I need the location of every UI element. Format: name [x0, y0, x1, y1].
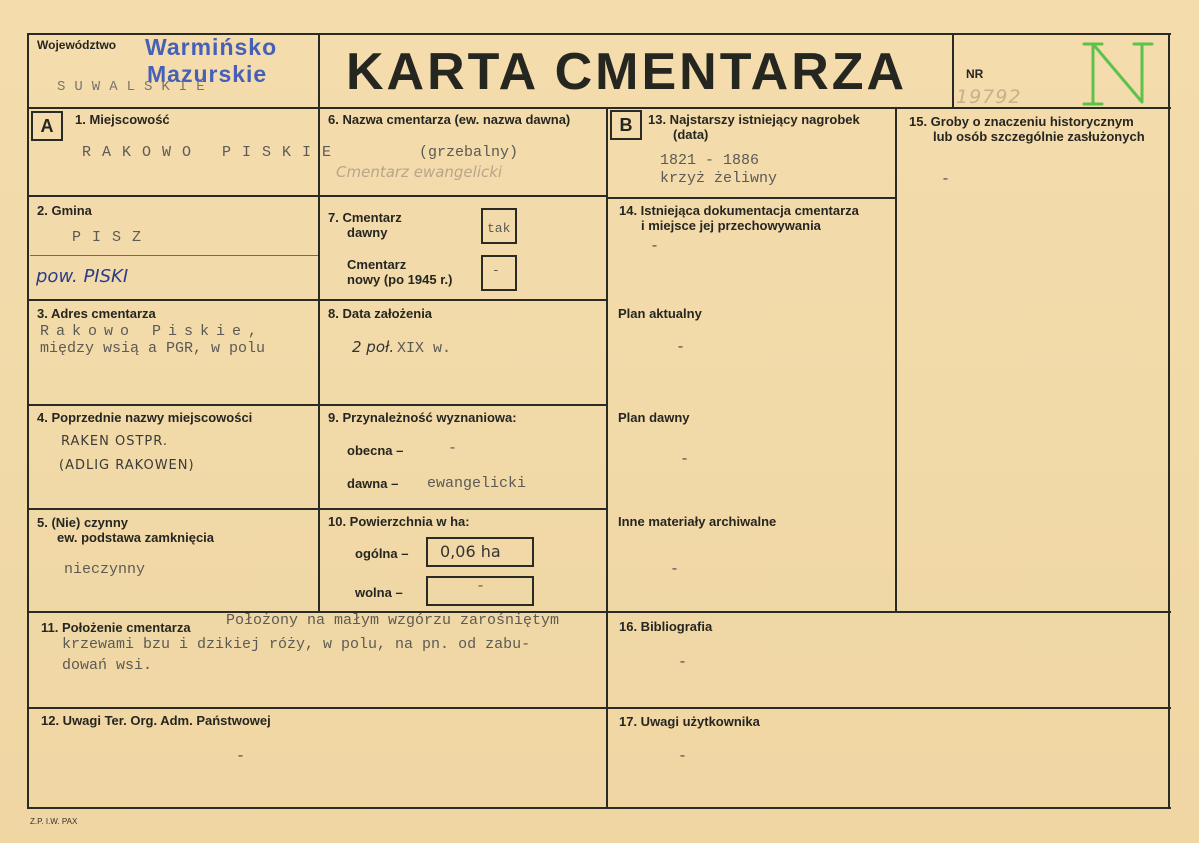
field-17-label: 17. Uwagi użytkownika: [619, 714, 760, 729]
field-1-label: 1. Miejscowość: [75, 112, 170, 127]
field-11-value-1: Położony na małym wzgórzu zarośniętym: [226, 612, 560, 629]
frame-bottom: [27, 807, 1171, 809]
field-15-value: -: [941, 171, 951, 188]
other-archival-label: Inne materiały archiwalne: [618, 514, 777, 529]
field-5-label-1: 5. (Nie) czynny: [37, 515, 129, 530]
field-7-old-label-2: dawny: [347, 225, 388, 240]
field-14-value: -: [650, 238, 660, 255]
col-sep-1: [318, 107, 320, 611]
field-9-current-label: obecna –: [347, 443, 404, 458]
row-b1: [606, 197, 897, 199]
plan-current-value: -: [676, 339, 686, 356]
field-14-label-2: i miejsce jej przechowywania: [641, 218, 821, 233]
field-6-value: (grzebalny): [419, 144, 519, 161]
field-10-total-label: ogólna –: [355, 546, 409, 561]
field-13-value-2: krzyż żeliwny: [660, 170, 778, 187]
section-a-marker: A: [31, 111, 63, 141]
row-11: [27, 611, 1171, 613]
field-6-handwritten: Cmentarz ewangelicki: [336, 163, 503, 181]
field-16-label: 16. Bibliografia: [619, 619, 713, 634]
plan-current-label: Plan aktualny: [618, 306, 702, 321]
field-8-label: 8. Data założenia: [328, 306, 433, 321]
field-13-label-2: (data): [673, 127, 709, 142]
row-a1: [27, 195, 608, 197]
field-11-value-2: krzewami bzu i dzikiej róży, w polu, na pn. od zabu-: [62, 636, 531, 653]
field-3-label: 3. Adres cmentarza: [37, 306, 156, 321]
field-4-label: 4. Poprzednie nazwy miejscowości: [37, 410, 253, 425]
field-14-label-1: 14. Istniejąca dokumentacja cmentarza: [619, 203, 859, 218]
field-11-label: 11. Położenie cmentarza: [41, 620, 191, 635]
field-13-label-1: 13. Najstarszy istniejący nagrobek: [648, 112, 860, 127]
nr-handwritten: 19792: [956, 86, 1022, 108]
field-12-value: -: [236, 748, 246, 765]
row-a3: [27, 404, 608, 406]
field-4-handwritten-2: (ADLIG RAKOWEN): [59, 458, 195, 473]
field-10-free-value: -: [476, 578, 486, 595]
field-9-former-value: ewangelicki: [427, 475, 527, 492]
section-b-marker: B: [610, 110, 642, 140]
gmina-dash-line: [30, 255, 318, 256]
field-7-old-label-1: 7. Cmentarz: [328, 210, 402, 225]
big-letter-n: [1080, 36, 1160, 110]
field-17-value: -: [678, 748, 688, 765]
field-7-new-label-2: nowy (po 1945 r.): [347, 272, 453, 287]
printer-imprint: Z.P. I.W. PAX: [30, 817, 78, 826]
field-8-handwritten: 2 poł.: [352, 338, 395, 356]
province-stamp-line1: Warmińsko: [145, 34, 278, 60]
field-4-handwritten-1: RAKEN OSTPR.: [61, 434, 168, 449]
field-7-new-label-1: Cmentarz: [347, 257, 407, 272]
frame-right: [1168, 33, 1170, 809]
field-10-free-label: wolna –: [355, 585, 403, 600]
field-12-label: 12. Uwagi Ter. Org. Adm. Państwowej: [41, 713, 271, 728]
field-13-value-1: 1821 - 1886: [660, 152, 760, 169]
field-10-total-value: 0,06 ha: [440, 542, 501, 561]
field-2-label: 2. Gmina: [37, 203, 92, 218]
field-15-label-1: 15. Groby o znaczeniu historycznym: [909, 114, 1134, 129]
field-16-value: -: [678, 654, 688, 671]
other-archival-value: -: [670, 561, 680, 578]
field-11-value-3: dowań wsi.: [62, 657, 153, 674]
field-5-label-2: ew. podstawa zamknięcia: [57, 530, 215, 545]
field-9-label: 9. Przynależność wyznaniowa:: [328, 410, 517, 425]
col-sep-3: [895, 107, 897, 613]
col-sep-2: [606, 107, 608, 809]
frame-left: [27, 33, 29, 809]
header-sep-2: [952, 33, 954, 109]
field-8-value: XIX w.: [397, 340, 452, 357]
field-2-value: PISZ: [72, 229, 153, 246]
field-1-value: RAKOWO PISKIE: [82, 144, 343, 161]
header-sep-1: [318, 33, 320, 109]
field-6-label: 6. Nazwa cmentarza (ew. nazwa dawna): [328, 112, 571, 127]
field-7-new-value: -: [492, 263, 500, 278]
nr-label: NR: [966, 67, 984, 81]
field-2-handwritten: pow. PISKI: [36, 266, 129, 287]
row-a4: [27, 508, 608, 510]
field-3-value-2: między wsią a PGR, w polu: [40, 340, 266, 357]
plan-old-label: Plan dawny: [618, 410, 690, 425]
card-title: KARTA CMENTARZA: [346, 43, 908, 101]
field-3-value-1: Rakowo Piskie,: [40, 323, 265, 340]
row-a2: [27, 299, 608, 301]
row-12: [27, 707, 1171, 709]
wojewodztwo-label: Województwo: [37, 38, 117, 52]
plan-old-value: -: [680, 451, 690, 468]
typed-region: SUWALSKIE: [57, 79, 214, 95]
field-9-current-value: -: [448, 440, 458, 457]
field-5-value: nieczynny: [64, 561, 146, 578]
field-9-former-label: dawna –: [347, 476, 399, 491]
province-stamp-line2: Mazurskie: [147, 61, 268, 87]
field-10-label: 10. Powierzchnia w ha:: [328, 514, 470, 529]
field-7-old-value: tak: [487, 221, 511, 236]
field-15-label-2: lub osób szczególnie zasłużonych: [933, 129, 1145, 144]
